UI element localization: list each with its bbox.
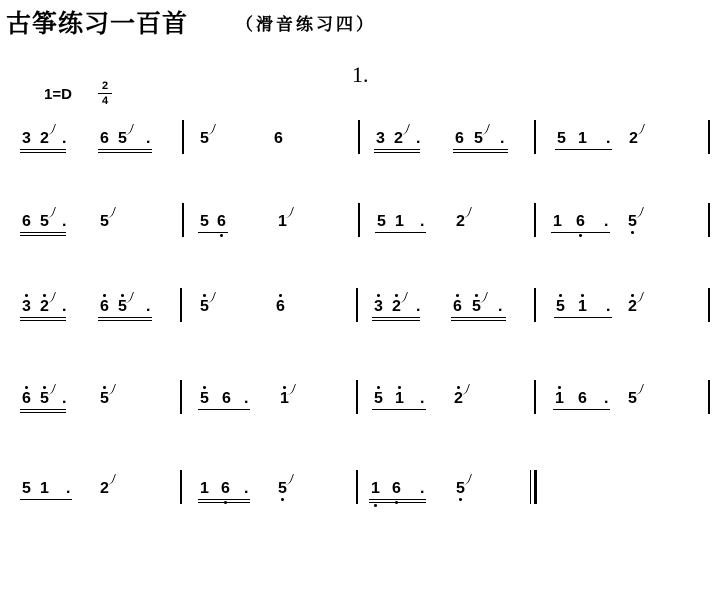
- beam-underline: [554, 317, 612, 318]
- slide-mark: [463, 207, 472, 218]
- slide-mark: [207, 292, 216, 303]
- barline: [182, 120, 184, 154]
- beam-underline: [198, 409, 250, 410]
- augmentation-dot: .: [62, 298, 67, 315]
- octave-dot-above: [279, 294, 282, 297]
- beam-underline: [453, 149, 508, 150]
- note: 1: [578, 130, 587, 147]
- note: 2: [392, 298, 401, 315]
- octave-dot-above: [377, 294, 380, 297]
- barline: [356, 470, 358, 504]
- octave-dot-above: [203, 294, 206, 297]
- note: 6: [22, 213, 31, 230]
- note: 6: [100, 130, 109, 147]
- final-barline-thick: [534, 470, 537, 504]
- beam-underline: [198, 502, 250, 503]
- beam-underline: [551, 232, 610, 233]
- slide-mark: [287, 384, 296, 395]
- augmentation-dot: .: [420, 480, 425, 497]
- beam-underline: [374, 152, 420, 153]
- note: 1: [371, 480, 380, 497]
- note: 6: [576, 213, 585, 230]
- octave-dot-above: [558, 386, 561, 389]
- note: 5: [200, 298, 209, 315]
- note: 1: [395, 213, 404, 230]
- octave-dot-above: [43, 294, 46, 297]
- octave-dot-below: [579, 234, 582, 237]
- note: 2: [628, 298, 637, 315]
- octave-dot-above: [121, 294, 124, 297]
- beam-underline: [451, 317, 506, 318]
- augmentation-dot: .: [66, 480, 71, 497]
- beam-underline: [553, 409, 610, 410]
- beam-underline: [198, 232, 228, 233]
- octave-dot-above: [395, 294, 398, 297]
- barline: [534, 120, 536, 154]
- barline: [708, 288, 710, 322]
- beam-underline: [20, 235, 66, 236]
- augmentation-dot: .: [244, 390, 249, 407]
- note: 1: [200, 480, 209, 497]
- note: 5: [377, 213, 386, 230]
- augmentation-dot: .: [416, 130, 421, 147]
- octave-dot-below: [459, 498, 462, 501]
- octave-dot-above: [631, 294, 634, 297]
- note: 6: [274, 130, 283, 147]
- augmentation-dot: .: [498, 298, 503, 315]
- note: 1: [578, 298, 587, 315]
- beam-underline: [369, 502, 426, 503]
- meter-bar: [98, 93, 112, 94]
- note: 1: [555, 390, 564, 407]
- meter-bottom: 4: [101, 95, 109, 107]
- beam-underline: [98, 317, 152, 318]
- beam-underline: [98, 149, 152, 150]
- octave-dot-above: [398, 386, 401, 389]
- page-title: 古筝练习一百首: [6, 9, 189, 38]
- note: 5: [628, 213, 637, 230]
- note: 1: [553, 213, 562, 230]
- note: 5: [100, 390, 109, 407]
- beam-underline: [372, 317, 420, 318]
- augmentation-dot: .: [62, 130, 67, 147]
- note: 2: [100, 480, 109, 497]
- beam-underline: [20, 232, 66, 233]
- beam-underline: [20, 149, 66, 150]
- slide-mark: [47, 207, 56, 218]
- beam-underline: [375, 232, 426, 233]
- octave-dot-below: [374, 504, 377, 507]
- slide-mark: [635, 384, 644, 395]
- note: 6: [578, 390, 587, 407]
- note: 5: [472, 298, 481, 315]
- note: 5: [374, 390, 383, 407]
- slide-mark: [285, 207, 294, 218]
- barline: [534, 380, 536, 414]
- note: 5: [118, 298, 127, 315]
- barline: [358, 120, 360, 154]
- octave-dot-above: [25, 294, 28, 297]
- note: 5: [200, 390, 209, 407]
- slide-mark: [635, 207, 644, 218]
- octave-dot-above: [377, 386, 380, 389]
- note: 1: [395, 390, 404, 407]
- augmentation-dot: .: [62, 213, 67, 230]
- note: 6: [22, 390, 31, 407]
- note: 2: [629, 130, 638, 147]
- barline: [708, 380, 710, 414]
- slide-mark: [463, 474, 472, 485]
- final-barline-thin: [530, 470, 531, 504]
- slide-mark: [401, 124, 410, 135]
- barline: [182, 203, 184, 237]
- slide-mark: [461, 384, 470, 395]
- note: 6: [455, 130, 464, 147]
- note: 6: [217, 213, 226, 230]
- beam-underline: [20, 152, 66, 153]
- barline: [708, 203, 710, 237]
- note: 5: [118, 130, 127, 147]
- beam-underline: [20, 412, 66, 413]
- augmentation-dot: .: [604, 213, 609, 230]
- time-signature: [98, 80, 112, 107]
- beam-underline: [20, 499, 72, 500]
- note: 5: [40, 213, 49, 230]
- beam-underline: [98, 152, 152, 153]
- slide-mark: [479, 292, 488, 303]
- augmentation-dot: .: [416, 298, 421, 315]
- octave-dot-above: [283, 386, 286, 389]
- augmentation-dot: .: [420, 390, 425, 407]
- note: 6: [453, 298, 462, 315]
- octave-dot-above: [103, 294, 106, 297]
- slide-mark: [107, 474, 116, 485]
- slide-mark: [107, 384, 116, 395]
- note: 3: [22, 298, 31, 315]
- slide-mark: [285, 474, 294, 485]
- note: 6: [100, 298, 109, 315]
- augmentation-dot: .: [62, 390, 67, 407]
- beam-underline: [20, 320, 66, 321]
- barline: [708, 120, 710, 154]
- octave-dot-above: [581, 294, 584, 297]
- octave-dot-above: [203, 386, 206, 389]
- note: 5: [474, 130, 483, 147]
- beam-underline: [372, 409, 426, 410]
- beam-underline: [451, 320, 506, 321]
- barline: [534, 203, 536, 237]
- barline: [356, 380, 358, 414]
- augmentation-dot: .: [420, 213, 425, 230]
- note: 3: [22, 130, 31, 147]
- octave-dot-above: [43, 386, 46, 389]
- slide-mark: [47, 384, 56, 395]
- note: 1: [40, 480, 49, 497]
- note: 2: [40, 130, 49, 147]
- augmentation-dot: .: [604, 390, 609, 407]
- note: 1: [278, 213, 287, 230]
- note: 3: [374, 298, 383, 315]
- beam-underline: [20, 317, 66, 318]
- note: 5: [200, 130, 209, 147]
- slide-mark: [125, 292, 134, 303]
- note: 5: [278, 480, 287, 497]
- barline: [180, 380, 182, 414]
- beam-underline: [555, 149, 612, 150]
- slide-mark: [399, 292, 408, 303]
- note: 6: [222, 390, 231, 407]
- octave-dot-above: [475, 294, 478, 297]
- augmentation-dot: .: [146, 298, 151, 315]
- slide-mark: [636, 124, 645, 135]
- augmentation-dot: .: [146, 130, 151, 147]
- octave-dot-below: [281, 498, 284, 501]
- note: 2: [40, 298, 49, 315]
- augmentation-dot: .: [606, 298, 611, 315]
- slide-mark: [481, 124, 490, 135]
- key-signature: 1=D: [44, 86, 72, 103]
- augmentation-dot: .: [606, 130, 611, 147]
- octave-dot-below: [220, 234, 223, 237]
- barline: [180, 288, 182, 322]
- note: 1: [280, 390, 289, 407]
- beam-underline: [372, 320, 420, 321]
- octave-dot-above: [457, 386, 460, 389]
- slide-mark: [107, 207, 116, 218]
- beam-underline: [374, 149, 420, 150]
- note: 3: [376, 130, 385, 147]
- octave-dot-below: [631, 231, 634, 234]
- note: 2: [454, 390, 463, 407]
- note: 5: [100, 213, 109, 230]
- barline: [358, 203, 360, 237]
- beam-underline: [20, 409, 66, 410]
- slide-mark: [635, 292, 644, 303]
- note: 2: [456, 213, 465, 230]
- barline: [534, 288, 536, 322]
- beam-underline: [98, 320, 152, 321]
- note: 5: [556, 298, 565, 315]
- note: 5: [557, 130, 566, 147]
- octave-dot-above: [559, 294, 562, 297]
- slide-mark: [47, 124, 56, 135]
- beam-underline: [453, 152, 508, 153]
- note: 5: [40, 390, 49, 407]
- augmentation-dot: .: [500, 130, 505, 147]
- note: 5: [456, 480, 465, 497]
- barline: [356, 288, 358, 322]
- note: 2: [394, 130, 403, 147]
- barline: [180, 470, 182, 504]
- section-number: 1.: [352, 62, 369, 87]
- octave-dot-above: [103, 386, 106, 389]
- slide-mark: [125, 124, 134, 135]
- note: 5: [628, 390, 637, 407]
- note: 6: [221, 480, 230, 497]
- beam-underline: [369, 499, 426, 500]
- page-subtitle: （滑音练习四）: [236, 15, 376, 35]
- augmentation-dot: .: [244, 480, 249, 497]
- beam-underline: [198, 499, 250, 500]
- meter-top: 2: [101, 80, 109, 92]
- note: 5: [22, 480, 31, 497]
- octave-dot-above: [456, 294, 459, 297]
- note: 6: [392, 480, 401, 497]
- slide-mark: [47, 292, 56, 303]
- note: 6: [276, 298, 285, 315]
- slide-mark: [207, 124, 216, 135]
- note: 5: [200, 213, 209, 230]
- octave-dot-above: [25, 386, 28, 389]
